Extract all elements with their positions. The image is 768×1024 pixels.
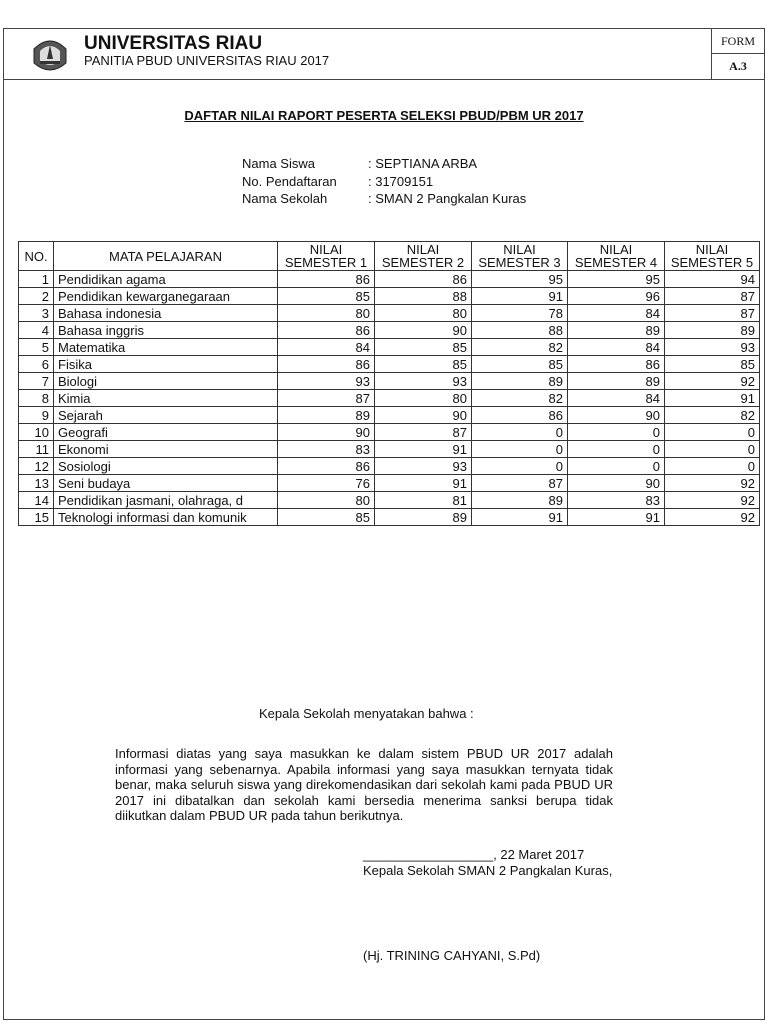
grade-cell: 91 xyxy=(568,509,665,526)
row-number: 8 xyxy=(19,390,54,407)
row-number: 1 xyxy=(19,271,54,288)
info-row xyxy=(242,173,526,191)
table-row xyxy=(19,373,760,390)
statement-intro: Kepala Sekolah menyatakan bahwa : xyxy=(259,706,474,721)
grade-cell: 83 xyxy=(278,441,375,458)
grade-cell: 0 xyxy=(665,458,760,475)
row-number: 14 xyxy=(19,492,54,509)
grade-cell: 92 xyxy=(665,475,760,492)
grade-cell: 96 xyxy=(568,288,665,305)
grade-cell: 95 xyxy=(472,271,568,288)
subject-name: Sosiologi xyxy=(54,458,278,475)
grade-cell: 86 xyxy=(568,356,665,373)
info-value: : SMAN 2 Pangkalan Kuras xyxy=(368,191,527,206)
grade-cell: 93 xyxy=(278,373,375,390)
grade-cell: 85 xyxy=(472,356,568,373)
subject-name: Biologi xyxy=(54,373,278,390)
table-row xyxy=(19,407,760,424)
grade-cell: 86 xyxy=(278,271,375,288)
grade-cell: 89 xyxy=(568,322,665,339)
grade-cell: 86 xyxy=(472,407,568,424)
grade-cell: 93 xyxy=(375,458,472,475)
university-logo-icon xyxy=(30,35,70,75)
grade-cell: 86 xyxy=(278,458,375,475)
subject-name: Pendidikan agama xyxy=(54,271,278,288)
grade-cell: 95 xyxy=(568,271,665,288)
grade-cell: 84 xyxy=(568,339,665,356)
grade-cell: 84 xyxy=(568,305,665,322)
grade-cell: 85 xyxy=(278,288,375,305)
grade-cell: 87 xyxy=(665,305,760,322)
subject-name: Bahasa indonesia xyxy=(54,305,278,322)
grade-cell: 93 xyxy=(375,373,472,390)
grade-cell: 85 xyxy=(375,356,472,373)
grade-cell: 81 xyxy=(375,492,472,509)
row-number: 15 xyxy=(19,509,54,526)
grade-cell: 86 xyxy=(278,322,375,339)
grade-cell: 84 xyxy=(568,390,665,407)
row-number: 11 xyxy=(19,441,54,458)
grade-cell: 91 xyxy=(375,475,472,492)
row-number: 7 xyxy=(19,373,54,390)
subject-name: Pendidikan jasmani, olahraga, d xyxy=(54,492,278,509)
row-number: 3 xyxy=(19,305,54,322)
grade-cell: 89 xyxy=(278,407,375,424)
committee-name: PANITIA PBUD UNIVERSITAS RIAU 2017 xyxy=(84,53,330,68)
form-code: A.3 xyxy=(712,53,764,78)
grade-cell: 0 xyxy=(568,424,665,441)
grade-cell: 86 xyxy=(375,271,472,288)
grade-cell: 76 xyxy=(278,475,375,492)
grade-cell: 0 xyxy=(665,441,760,458)
grade-cell: 89 xyxy=(375,509,472,526)
table-row xyxy=(19,288,760,305)
grade-cell: 0 xyxy=(568,458,665,475)
table-row xyxy=(19,271,760,288)
grade-cell: 89 xyxy=(665,322,760,339)
grade-cell: 92 xyxy=(665,509,760,526)
table-row xyxy=(19,356,760,373)
grade-cell: 89 xyxy=(568,373,665,390)
subject-name: Matematika xyxy=(54,339,278,356)
row-number: 12 xyxy=(19,458,54,475)
column-header: NILAI SEMESTER 2 xyxy=(375,242,472,271)
signature-role: Kepala Sekolah SMAN 2 Pangkalan Kuras, xyxy=(363,863,613,878)
table-row xyxy=(19,339,760,356)
grade-cell: 0 xyxy=(472,458,568,475)
form-label: FORM xyxy=(720,33,755,48)
subject-name: Ekonomi xyxy=(54,441,278,458)
column-header: NILAI SEMESTER 1 xyxy=(278,242,375,271)
info-value: : SEPTIANA ARBA xyxy=(368,156,478,171)
grade-cell: 80 xyxy=(375,390,472,407)
grade-cell: 89 xyxy=(472,373,568,390)
signature-date: __________________, 22 Maret 2017 xyxy=(363,847,585,862)
document-title: DAFTAR NILAI RAPORT PESERTA SELEKSI PBUD/PBM UR 2017 xyxy=(184,108,584,123)
table-row xyxy=(19,322,760,339)
university-name: UNIVERSITAS RIAU xyxy=(84,33,263,54)
grade-cell: 90 xyxy=(375,407,472,424)
subject-name: Fisika xyxy=(54,356,278,373)
row-number: 4 xyxy=(19,322,54,339)
grade-cell: 0 xyxy=(472,441,568,458)
grade-cell: 87 xyxy=(278,390,375,407)
subject-name: Bahasa inggris xyxy=(54,322,278,339)
grade-cell: 82 xyxy=(472,390,568,407)
grade-cell: 84 xyxy=(278,339,375,356)
grade-cell: 80 xyxy=(278,492,375,509)
grade-cell: 92 xyxy=(665,373,760,390)
table-row xyxy=(19,441,760,458)
column-header: NO. xyxy=(19,242,54,271)
grade-cell: 89 xyxy=(472,492,568,509)
column-header: NILAI SEMESTER 5 xyxy=(665,242,760,271)
column-header: NILAI SEMESTER 3 xyxy=(472,242,568,271)
subject-name: Sejarah xyxy=(54,407,278,424)
row-number: 5 xyxy=(19,339,54,356)
subject-name: Geografi xyxy=(54,424,278,441)
grade-cell: 91 xyxy=(375,441,472,458)
grade-cell: 91 xyxy=(472,509,568,526)
grade-cell: 85 xyxy=(278,509,375,526)
grades-table xyxy=(18,241,760,526)
info-label: Nama Siswa xyxy=(242,156,315,171)
table-row xyxy=(19,475,760,492)
grade-cell: 85 xyxy=(375,339,472,356)
row-number: 13 xyxy=(19,475,54,492)
grade-cell: 91 xyxy=(665,390,760,407)
grade-cell: 91 xyxy=(472,288,568,305)
grade-cell: 90 xyxy=(375,322,472,339)
column-header: NILAI SEMESTER 4 xyxy=(568,242,665,271)
row-number: 10 xyxy=(19,424,54,441)
statement-text: Informasi diatas yang saya masukkan ke dalam sistem PBUD UR 2017 adalah informasi yang sebenarnya. Apabila informasi yang saya masukkan ternyata tidak benar, maka seluruh siswa yang direkomendasikan dari sekolah kami pada PBUD UR 2017 ini dibatalkan dan sekolah kami bersedia menerima sanksi berupa tidak diikutkan dalam PBUD UR pada tahun berikutnya. xyxy=(115,746,613,823)
grade-cell: 82 xyxy=(665,407,760,424)
grade-cell: 88 xyxy=(472,322,568,339)
subject-name: Kimia xyxy=(54,390,278,407)
grade-cell: 78 xyxy=(472,305,568,322)
grade-cell: 0 xyxy=(472,424,568,441)
student-info xyxy=(242,155,526,208)
subject-name: Teknologi informasi dan komunik xyxy=(54,509,278,526)
table-row xyxy=(19,509,760,526)
table-row xyxy=(19,492,760,509)
grade-cell: 87 xyxy=(472,475,568,492)
grade-cell: 88 xyxy=(375,288,472,305)
row-number: 9 xyxy=(19,407,54,424)
grade-cell: 90 xyxy=(568,475,665,492)
grade-cell: 0 xyxy=(568,441,665,458)
info-label: Nama Sekolah xyxy=(242,191,328,206)
grade-cell: 87 xyxy=(665,288,760,305)
column-header: MATA PELAJARAN xyxy=(54,242,278,271)
info-value: : 31709151 xyxy=(368,173,434,189)
info-row xyxy=(242,190,526,208)
info-label: No. Pendaftaran xyxy=(242,173,337,189)
subject-name: Pendidikan kewarganegaraan xyxy=(54,288,278,305)
grade-cell: 87 xyxy=(375,424,472,441)
info-row xyxy=(242,155,526,173)
signature-name: (Hj. TRINING CAHYANI, S.Pd) xyxy=(363,948,541,963)
row-number: 6 xyxy=(19,356,54,373)
grade-cell: 85 xyxy=(665,356,760,373)
table-row xyxy=(19,305,760,322)
table-row xyxy=(19,390,760,407)
grade-cell: 94 xyxy=(665,271,760,288)
subject-name: Seni budaya xyxy=(54,475,278,492)
grade-cell: 93 xyxy=(665,339,760,356)
form-code-box xyxy=(711,29,764,79)
grade-cell: 86 xyxy=(278,356,375,373)
grade-cell: 92 xyxy=(665,492,760,509)
grade-cell: 80 xyxy=(278,305,375,322)
grade-cell: 0 xyxy=(665,424,760,441)
table-row xyxy=(19,424,760,441)
grade-cell: 83 xyxy=(568,492,665,509)
grade-cell: 90 xyxy=(278,424,375,441)
row-number: 2 xyxy=(19,288,54,305)
grade-cell: 82 xyxy=(472,339,568,356)
table-row xyxy=(19,458,760,475)
grade-cell: 90 xyxy=(568,407,665,424)
grade-cell: 80 xyxy=(375,305,472,322)
letterhead xyxy=(4,29,764,80)
